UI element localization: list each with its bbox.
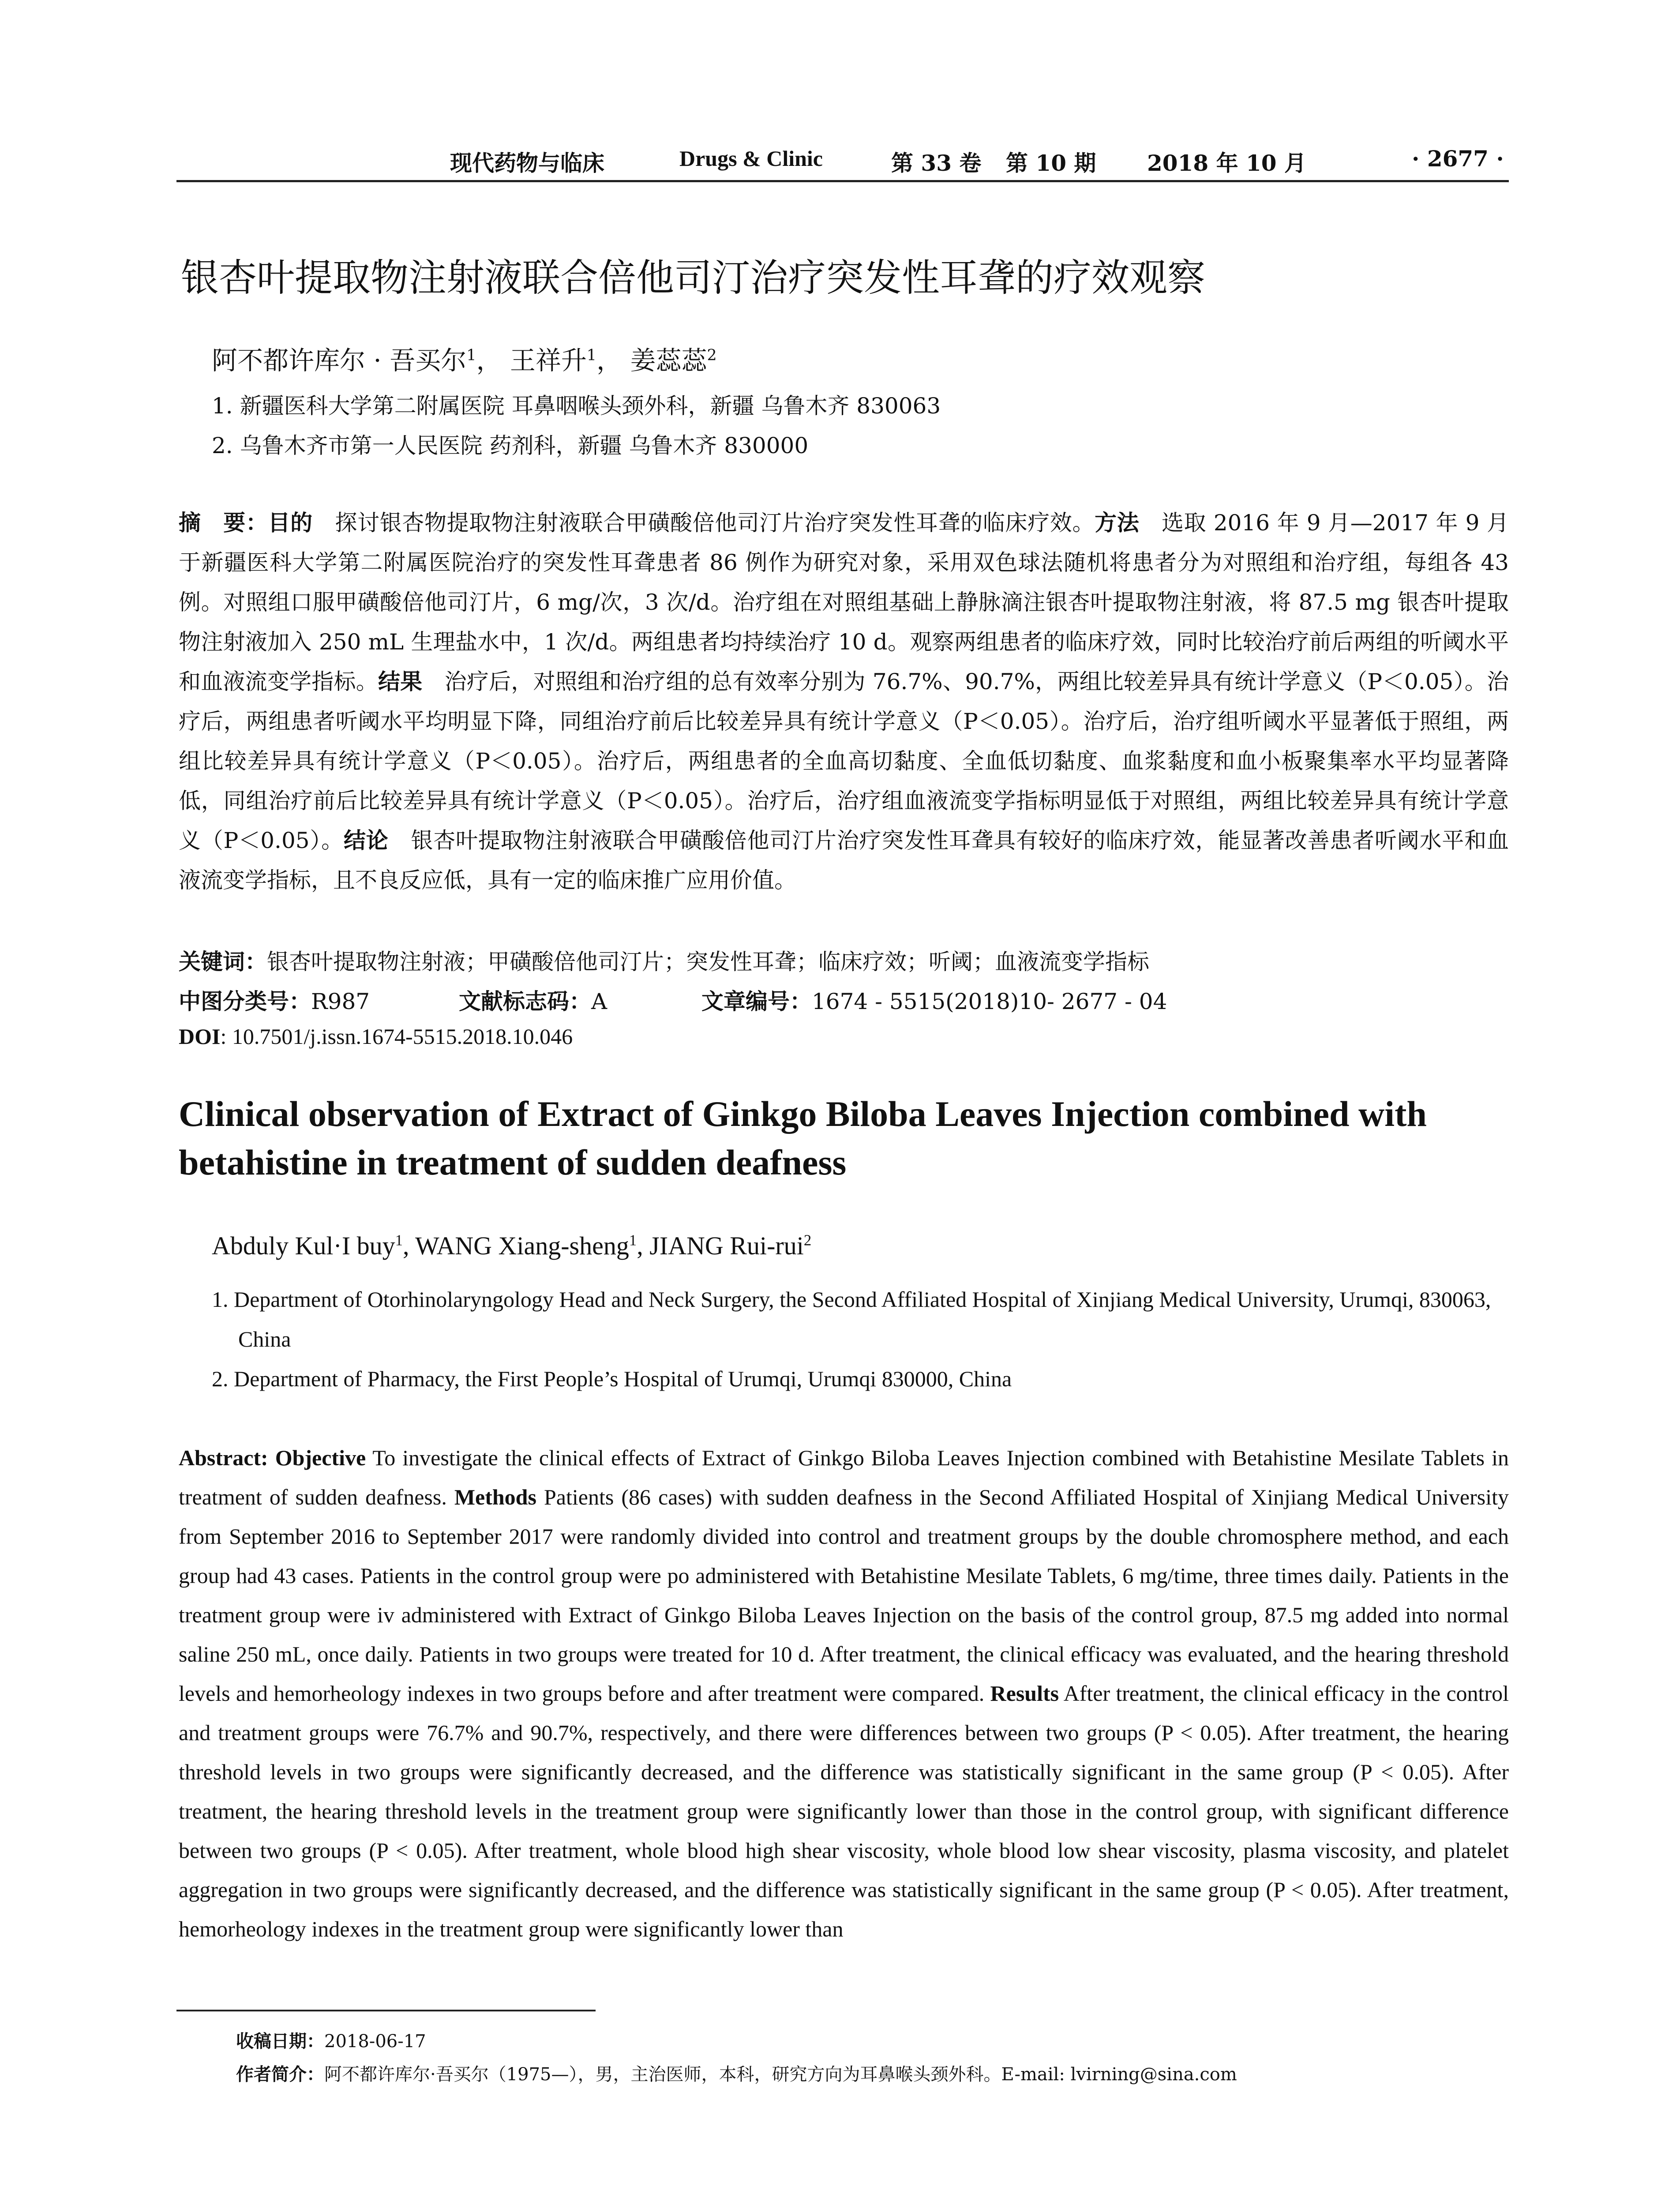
doc-code-value: A <box>591 989 608 1014</box>
doi-label: DOI <box>179 1024 221 1049</box>
classification-line <box>179 984 370 1016</box>
doi-value: : 10.7501/j.issn.1674-5515.2018.10.046 <box>220 1024 573 1049</box>
methods-label: 方法 <box>1095 510 1140 536</box>
running-header <box>176 140 1509 182</box>
abstract-en <box>179 1438 1509 1949</box>
journal-name-en: Drugs & Clinic <box>679 146 823 171</box>
affiliation-cn-1: 1. 新疆医科大学第二附属医院 耳鼻咽喉头颈外科，新疆 乌鲁木齐 830063 <box>212 393 941 419</box>
clc-label: 中图分类号： <box>179 989 311 1014</box>
title-cn: 银杏叶提取物注射液联合倍他司汀治疗突发性耳聋的疗效观察 <box>181 256 1205 300</box>
results-text: 治疗后，对照组和治疗组的总有效率分别为 76.7%、90.7%，两组比较差异具有统计学意义（P＜0.05）。治疗后，两组患者听阈水平均明显下降，同组治疗前后比较差异具有统计学意义（P＜0.05）。治疗后，治疗组听阈水平显著低于照组，两组比较差异具有统计学意义（P＜0.05）。治疗后，两组患者的全血高切黏度、全血低切黏度、血浆黏度和血小板聚集率水平均显著降低，同组治疗前后比较差异具有统计学意义（P＜0.05）。治疗后，治疗组血液流变学指标明显低于对照组，两组比较差异具有统计学意义（P＜0.05）。 <box>179 669 1509 853</box>
results-text: After treatment, the clinical efficacy in the control and treatment groups were 76.7% and 90.7%, respectively, and there were differences between two groups (P < 0.05). After treatment, the hearing threshold levels in two groups were significantly decreased, and the difference was statistically significant in the same group (P < 0.05). After treatment, the hearing threshold levels in the treatment group were significantly lower than those in the control group, with significant difference between two groups (P < 0.05). After treatment, whole blood high shear viscosity, whole blood low shear viscosity, plasma viscosity, and platelet aggregation in two groups were significantly decreased, and the difference was statistically significant in the same group (P < 0.05). After treatment, hemorheology indexes in the treatment group were significantly lower than <box>179 1681 1509 1941</box>
abstract-label: 摘 要： <box>179 510 268 536</box>
objective-label: Objective <box>275 1445 366 1470</box>
article-number-label: 文章编号： <box>701 989 812 1014</box>
article-number <box>701 984 1167 1016</box>
conclusion-label: 结论 <box>344 828 389 853</box>
author-name: 姜蕊蕊 <box>630 345 707 375</box>
abstract-cn <box>179 503 1509 900</box>
author-affiliation-mark: 2 <box>803 1231 812 1249</box>
abstract-label: Abstract: <box>179 1445 268 1470</box>
conclusion-text: 银杏叶提取物注射液联合甲磺酸倍他司汀片治疗突发性耳聋具有较好的临床疗效，能显著改善患者听阈水平和血液流变学指标，且不良反应低，具有一定的临床推广应用价值。 <box>179 828 1509 893</box>
author-bio: 阿不都许库尔·吾买尔（1975—），男，主治医师，本科，研究方向为耳鼻喉头颈外科。E-mail: lvirning@sina.com <box>324 2064 1237 2085</box>
objective-text: To investigate the clinical effects of Extract of Ginkgo Biloba Leaves Injection combined with Betahistine Mesilate Tablets in treatment of sudden deafness. <box>179 1445 1509 1509</box>
article-number-value: 1674 - 5515(2018)10- 2677 - 04 <box>812 989 1167 1014</box>
affiliation-cn-2: 2. 乌鲁木齐市第一人民医院 药剂科，新疆 乌鲁木齐 830000 <box>212 433 809 458</box>
author-name: 阿不都许库尔 · 吾买尔 <box>212 345 467 375</box>
author-affiliation-mark: 1 <box>466 346 476 364</box>
journal-name-cn: 现代药物与临床 <box>450 150 604 176</box>
author-name: JIANG Rui-rui <box>649 1231 804 1260</box>
results-label: Results <box>990 1681 1059 1706</box>
clc-value: R987 <box>311 989 370 1014</box>
issue-date: 2018 年 10 月 <box>1147 150 1306 176</box>
doc-code <box>459 984 607 1016</box>
keywords: 银杏叶提取物注射液；甲磺酸倍他司汀片；突发性耳聋；临床疗效；听阈；血液流变学指标 <box>267 949 1149 975</box>
affiliation-en-2: 2. Department of Pharmacy, the First People’s Hospital of Urumqi, Urumqi 830000, China <box>212 1366 1012 1391</box>
doc-code-label: 文献标志码： <box>459 989 591 1014</box>
page-number: · 2677 · <box>1412 146 1504 172</box>
keywords-label: 关键词： <box>179 949 267 975</box>
author-name: Abduly Kul·I buy <box>212 1231 395 1260</box>
author-affiliation-mark: 1 <box>629 1231 637 1249</box>
author-affiliation-mark: 1 <box>395 1231 403 1249</box>
footnote-rule <box>176 2010 596 2011</box>
author-name: 王祥升 <box>510 345 587 375</box>
objective-label: 目的 <box>268 510 313 536</box>
volume: 第 33 卷 <box>891 150 982 176</box>
authors-en: Abduly Kul·I buy$^1$, WANG Xiang-sheng$^1$, JIANG Rui-rui$^2$ <box>212 1231 812 1260</box>
received-label: 收稿日期： <box>236 2031 324 2052</box>
author-affiliation-mark: 2 <box>707 346 717 364</box>
methods-text: 选取 2016 年 9 月—2017 年 9 月于新疆医科大学第二附属医院治疗的突发性耳聋患者 86 例作为研究对象，采用双色球法随机将患者分为对照组和治疗组，每组各 43 例。对照组口服甲磺酸倍他司汀片，6 mg/次，3 次/d。治疗组在对照组基础上静脉滴注银杏叶提取物注射液，将 87.5 mg 银杏叶提取物注射液加入 250 mL 生理盐水中，1 次/d。两组患者均持续治疗 10 d。观察两组患者的临床疗效，同时比较治疗前后两组的听阈水平和血液流变学指标。 <box>179 510 1509 694</box>
keywords-line <box>179 944 1149 976</box>
results-label: 结果 <box>378 669 423 694</box>
author-name: WANG Xiang-sheng <box>415 1231 629 1260</box>
title-en: Clinical observation of Extract of Ginkgo Biloba Leaves Injection combined with betahistine in treatment of sudden deafness <box>179 1094 1427 1182</box>
author-affiliation-mark: 1 <box>586 346 597 364</box>
affiliation-en-1: 1. Department of Otorhinolaryngology Head and Neck Surgery, the Second Affiliated Hospital of Xinjiang Medical University, Urumqi, 830063, China <box>212 1287 1491 1351</box>
author-bio-label: 作者简介： <box>236 2064 324 2085</box>
issue: 第 10 期 <box>1006 150 1096 176</box>
authors-cn: 阿不都许库尔 · 吾买尔$^1$， 王祥升$^1$， 姜蕊蕊$^2$ <box>212 345 717 375</box>
doi-line <box>179 1024 573 1049</box>
methods-label: Methods <box>454 1485 536 1509</box>
received-date-line <box>236 2027 426 2052</box>
author-bio-line <box>236 2060 1237 2086</box>
objective-text: 探讨银杏物提取物注射液联合甲磺酸倍他司汀片治疗突发性耳聋的临床疗效。 <box>312 510 1095 536</box>
received-date: 2018-06-17 <box>324 2031 426 2052</box>
methods-text: Patients (86 cases) with sudden deafness in the Second Affiliated Hospital of Xinjiang Medical University from September 2016 to September 2017 were randomly divided into control and treatment groups by the double chromosphere method, and each group had 43 cases. Patients in the control group were po administered with Betahistine Mesilate Tablets, 6 mg/time, three times daily. Patients in the treatment group were iv administered with Extract of Ginkgo Biloba Leaves Injection on the basis of the control group, 87.5 mg added into normal saline 250 mL, once daily. Patients in two groups were treated for 10 d. After treatment, the clinical efficacy was evaluated, and the hearing threshold levels and hemorheology indexes in two groups before and after treatment were compared. <box>179 1485 1509 1706</box>
